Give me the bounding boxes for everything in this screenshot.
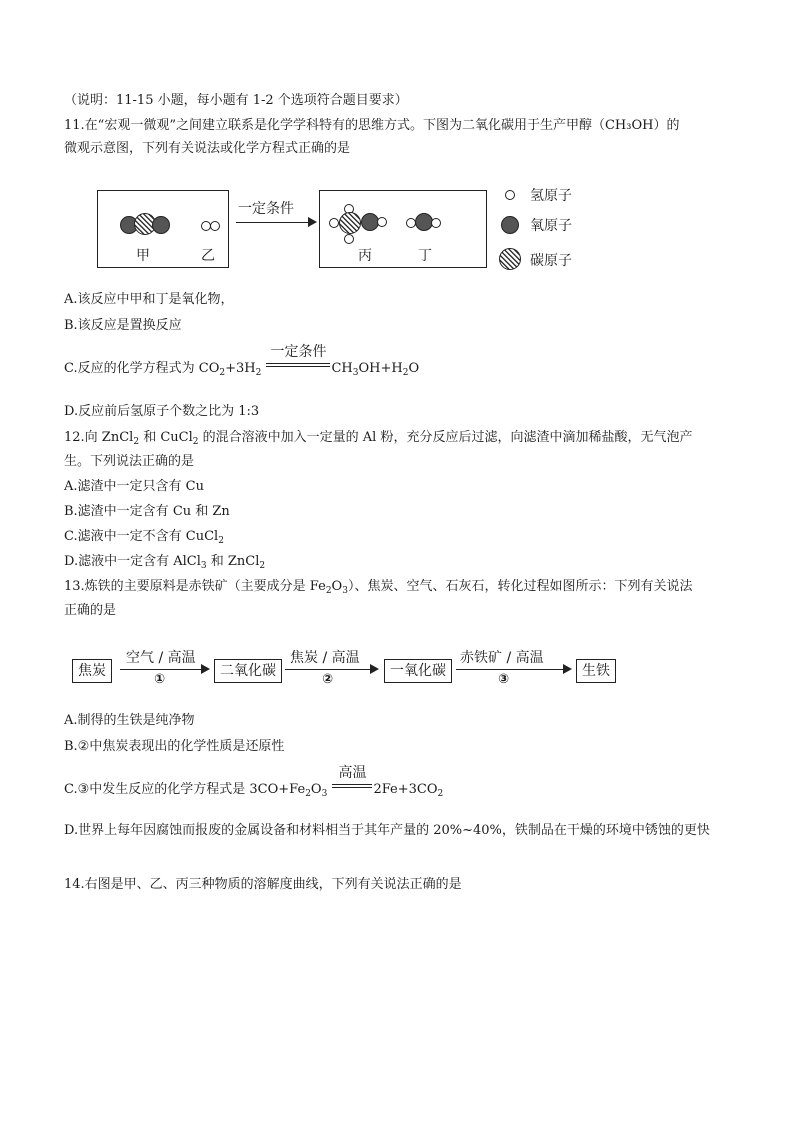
- legend-hydrogen-icon: [505, 190, 515, 200]
- label-jia: 甲: [136, 248, 150, 264]
- label-yi: 乙: [201, 248, 215, 264]
- q13-option-c: C.③中发生反应的化学方程式是 $3CO+Fe_2O_3$ 高温 $2Fe+3CO_2$: [64, 765, 444, 799]
- q14-stem: 14.右图是甲、乙、丙三种物质的溶解度曲线，下列有关说法正确的是: [64, 877, 462, 892]
- q11-stem-line2: 微观示意图，下列有关说法或化学方程式正确的是: [64, 141, 351, 156]
- q11-stem-line1: 11.在“宏观一微观”之间建立联系是化学学科特有的思维方式。下图为二氧化碳用于生产甲醇（CH₃OH）的: [64, 118, 680, 133]
- legend-hydrogen: 氢原子: [530, 188, 572, 204]
- q13-option-a: A.制得的生铁是纯净物: [64, 713, 195, 728]
- molecular-diagram: [92, 172, 592, 282]
- h2o-h-right: [431, 218, 441, 228]
- q12-option-c: C.滤液中一定不含有 CuCl$_2$: [64, 529, 224, 546]
- flow-step-1: ①: [154, 672, 166, 687]
- q13-option-d: D.世界上每年因腐蚀而报废的金属设备和材料相当于其年产量的 20%~40%，铁制品在干燥的环境中锈蚀的更快: [64, 823, 710, 838]
- flow-box-coke: 焦炭: [72, 659, 112, 683]
- reaction-arrow: [236, 222, 312, 223]
- q13-stem-line2: 正确的是: [64, 603, 117, 618]
- flow-box-co2: 二氧化碳: [214, 659, 282, 683]
- label-bing: 丙: [358, 248, 372, 264]
- q12-stem-line1: 12.向 ZnCl$_2$ 和 CuCl$_2$ 的混合溶液中加入一定量的 Al 粉，充分反应后过滤，向滤渣中滴加稀盐酸，无气泡产: [64, 430, 693, 447]
- flow-arrow-3: [456, 669, 570, 670]
- ironmaking-flowchart: [70, 645, 650, 691]
- legend-carbon: 碳原子: [530, 253, 572, 269]
- q11-option-c: C.反应的化学方程式为 $CO_2+3H_2$ 一定条件 $CH_3OH+H_2O$: [64, 344, 420, 378]
- flow-box-co: 一氧化碳: [384, 659, 452, 683]
- flow-arrow-1: [120, 669, 208, 670]
- q13-stem-line1: 13.炼铁的主要原料是赤铁矿（主要成分是 $Fe_2O_3$）、焦炭、空气、石灰石，转化过程如图所示：下列有关说法: [64, 579, 693, 596]
- ch3oh-h-left: [329, 218, 339, 228]
- instruction-note: （说明：11-15 小题，每小题有 1-2 个选项符合题目要求）: [64, 93, 408, 108]
- legend-oxygen-icon: [501, 216, 519, 234]
- q12-option-a: A.滤渣中一定只含有 Cu: [64, 479, 204, 494]
- reaction-arrow-head: [308, 217, 317, 227]
- q12-option-b: B.滤渣中一定含有 Cu 和 Zn: [64, 504, 230, 519]
- flow-step-3: ③: [498, 672, 510, 687]
- q12-option-d: D.滤液中一定含有 AlCl$_3$ 和 ZnCl$_2$: [64, 554, 266, 571]
- products-box: [319, 190, 487, 268]
- flow-condition-2: 焦炭 / 高温: [290, 650, 360, 666]
- q11-option-a: A.该反应中甲和丁是氧化物，: [64, 292, 234, 307]
- ch3oh-carbon: [339, 212, 361, 234]
- q11-option-d: D.反应前后氢原子个数之比为 1:3: [64, 404, 260, 419]
- flow-condition-3: 赤铁矿 / 高温: [460, 650, 544, 666]
- ch3oh-h-right: [377, 217, 387, 227]
- flow-box-pig-iron: 生铁: [576, 659, 616, 683]
- h2-atom-2: [210, 221, 220, 231]
- reactants-box: [97, 190, 229, 268]
- co2-oxygen-right: [152, 216, 170, 234]
- q11-option-b: B.该反应是置换反应: [64, 318, 182, 333]
- flow-step-2: ②: [322, 672, 334, 687]
- flow-condition-1: 空气 / 高温: [126, 650, 196, 666]
- q13-option-b: B.②中焦炭表现出的化学性质是还原性: [64, 739, 285, 754]
- ch3oh-h-bottom: [344, 234, 354, 244]
- legend-oxygen: 氧原子: [530, 218, 572, 234]
- equation-condition-arrow: 高温: [332, 779, 372, 797]
- legend-carbon-icon: [499, 248, 521, 270]
- flow-arrow-2: [285, 669, 377, 670]
- equation-condition-arrow: 一定条件: [266, 358, 330, 376]
- label-ding: 丁: [418, 248, 432, 264]
- reaction-condition: 一定条件: [238, 201, 294, 217]
- q12-stem-line2: 生。下列说法正确的是: [64, 454, 195, 469]
